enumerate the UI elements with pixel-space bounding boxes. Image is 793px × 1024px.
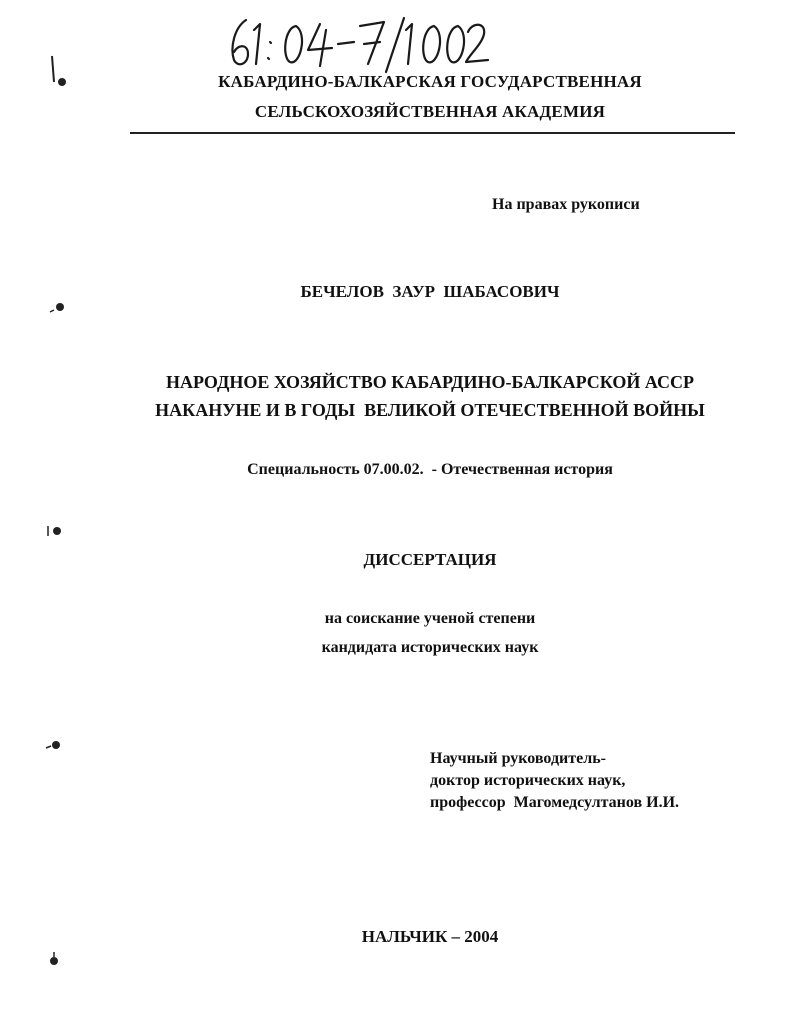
degree-line-1: на соискание ученой степени — [324, 610, 536, 627]
city-year: НАЛЬЧИК – 2004 — [361, 927, 499, 946]
author-name: БЕЧЕЛОВ ЗАУР ШАБАСОВИЧ — [300, 282, 560, 301]
scan-mark — [44, 950, 66, 970]
document-type: ДИССЕРТАЦИЯ — [363, 550, 497, 569]
scan-mark — [44, 522, 66, 540]
title-line-2: НАКАНУНЕ И В ГОДЫ ВЕЛИКОЙ ОТЕЧЕСТВЕННОЙ ВОЙНЫ — [155, 400, 705, 420]
specialty: Специальность 07.00.02. - Отечественная история — [247, 461, 613, 478]
institution-line-2: СЕЛЬСКОХОЗЯЙСТВЕННАЯ АКАДЕМИЯ — [254, 102, 606, 121]
institution-line-1: КАБАРДИНО-БАЛКАРСКАЯ ГОСУДАРСТВЕННАЯ — [218, 72, 642, 91]
title-line-1: НАРОДНОЕ ХОЗЯЙСТВО КАБАРДИНО-БАЛКАРСКОЙ АССР — [165, 372, 694, 392]
handwritten-archive-code-drawing — [220, 14, 490, 76]
rights-note: На правах рукописи — [492, 196, 640, 213]
scan-mark — [44, 736, 66, 754]
scan-mark — [44, 52, 74, 96]
handwritten-archive-code — [220, 14, 490, 76]
supervisor-line-1: Научный руководитель- — [430, 750, 606, 767]
scan-mark — [48, 298, 70, 316]
supervisor-line-2: доктор исторических наук, — [430, 772, 626, 789]
supervisor-line-3: профессор Магомедсултанов И.И. — [430, 794, 680, 811]
supervisor-block — [430, 748, 679, 814]
header-divider — [130, 132, 735, 134]
degree-line-2: кандидата исторических наук — [321, 639, 539, 656]
